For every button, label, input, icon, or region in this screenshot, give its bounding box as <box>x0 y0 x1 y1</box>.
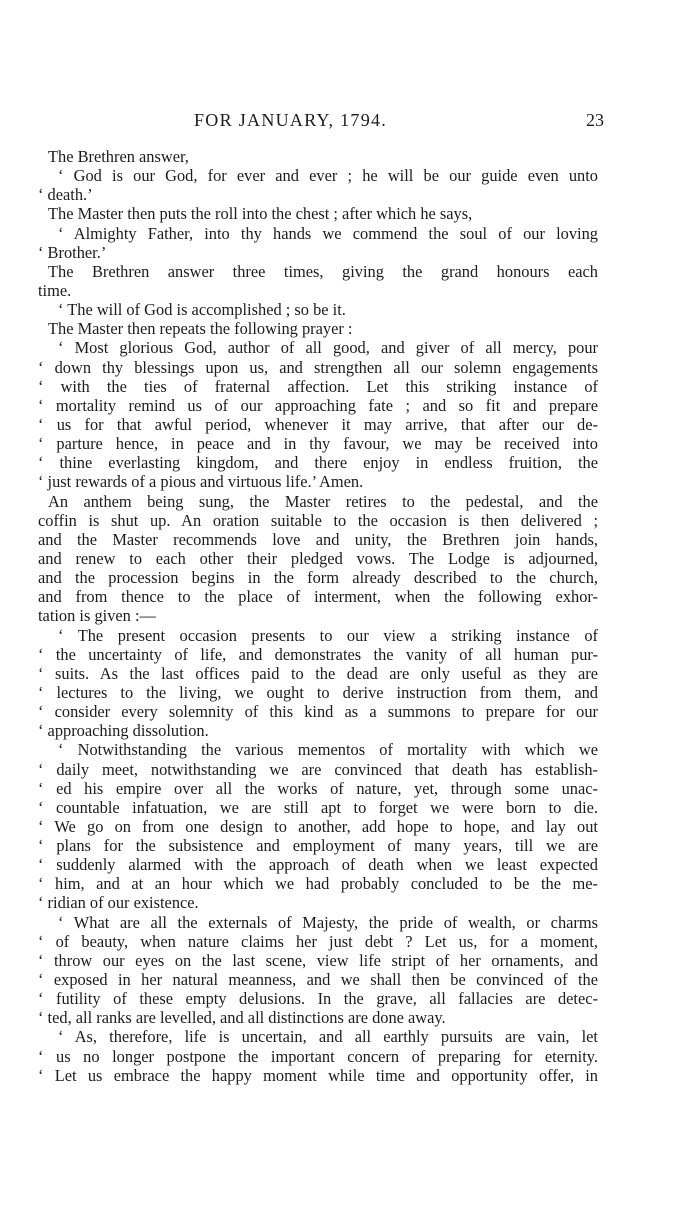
text-line: The Master then repeats the following prayer : <box>48 319 353 339</box>
text-line: ‘ with the ties of fraternal affection. Let this striking instance of <box>38 376 598 396</box>
text-line: tation is given :— <box>38 606 156 626</box>
text-line: ‘ Most glorious God, author of all good, and giver of all mercy, pour <box>58 338 598 358</box>
text-line: ‘ Let us embrace the happy moment while time and opportunity offer, in <box>38 1065 598 1085</box>
text-line: ‘ suddenly alarmed with the approach of death when we least expected <box>38 855 598 875</box>
text-line: and the Master recommends love and unity, the Brethren join hands, <box>38 529 598 549</box>
text-line: ‘ We go on from one design to another, add hope to hope, and lay out <box>38 816 598 836</box>
text-line: ‘ approaching dissolution. <box>38 721 209 741</box>
text-line: ‘ of beauty, when nature claims her just debt ? Let us, for a moment, <box>38 931 598 951</box>
text-line: ‘ suits. As the last offices paid to the dead are only useful as they are <box>38 663 598 683</box>
text-line: ‘ consider every solemnity of this kind as a summons to prepare for our <box>38 702 598 722</box>
page-number: 23 <box>586 110 604 130</box>
text-line: and the procession begins in the form already described to the church, <box>38 568 598 588</box>
text-line: ‘ ed his empire over all the works of nature, yet, through some unac- <box>38 778 598 798</box>
text-line: ‘ us no longer postpone the important concern of preparing for eternity. <box>38 1046 598 1066</box>
running-head <box>38 110 604 134</box>
text-line: ‘ countable infatuation, we are still apt to forget we were born to die. <box>38 797 598 817</box>
text-line: ‘ lectures to the living, we ought to derive instruction from them, and <box>38 682 598 702</box>
text-line: ‘ thine everlasting kingdom, and there enjoy in endless fruition, the <box>38 453 598 473</box>
text-line: ‘ him, and at an hour which we had probably concluded to be the me- <box>38 874 598 894</box>
text-line: ‘ us for that awful period, whenever it may arrive, that after our de- <box>38 414 598 434</box>
text-line: ‘ The present occasion presents to our view a striking instance of <box>58 625 598 645</box>
text-line: ‘ throw our eyes on the last scene, view life stript of her ornaments, and <box>38 950 598 970</box>
text-line: ‘ daily meet, notwithstanding we are convinced that death has establish- <box>38 759 598 779</box>
text-line: The Brethren answer three times, giving the grand honours each <box>48 261 598 281</box>
text-line: ‘ Almighty Father, into thy hands we commend the soul of our loving <box>58 223 598 243</box>
text-line: and from thence to the place of interment, when the following exhor- <box>38 587 598 607</box>
text-line: ‘ down thy blessings upon us, and strengthen all our solemn engagements <box>38 357 598 377</box>
text-line: ‘ God is our God, for ever and ever ; he will be our guide even unto <box>58 166 598 186</box>
text-line: ‘ mortality remind us of our approaching fate ; and so fit and prepare <box>38 395 598 415</box>
text-line: ‘ Notwithstanding the various mementos of mortality with which we <box>58 740 598 760</box>
text-line: ‘ plans for the subsistence and employment of many years, till we are <box>38 836 598 856</box>
text-line: An anthem being sung, the Master retires to the pedestal, and the <box>48 491 598 511</box>
text-line: ‘ What are all the externals of Majesty, the pride of wealth, or charms <box>58 912 598 932</box>
text-line: and renew to each other their pledged vows. The Lodge is adjourned, <box>38 548 598 568</box>
body-text <box>38 147 598 1085</box>
text-line: ‘ futility of these empty delusions. In the grave, all fallacies are detec- <box>38 989 598 1009</box>
text-line: ‘ ted, all ranks are levelled, and all distinctions are done away. <box>38 1008 446 1028</box>
running-title: FOR JANUARY, 1794. <box>194 110 388 130</box>
text-line: coffin is shut up. An oration suitable to the occasion is then delivered ; <box>38 510 598 530</box>
text-line: ‘ As, therefore, life is uncertain, and all earthly pursuits are vain, let <box>58 1027 598 1047</box>
text-line: time. <box>38 280 72 300</box>
text-line: ‘ parture hence, in peace and in thy favour, we may be received into <box>38 434 598 454</box>
text-line: The Master then puts the roll into the chest ; after which he says, <box>48 204 473 224</box>
text-line: ‘ exposed in her natural meanness, and we shall then be convinced of the <box>38 970 598 990</box>
text-line: ‘ The will of God is accomplished ; so be it. <box>58 300 346 320</box>
text-line: ‘ ridian of our existence. <box>38 893 199 913</box>
text-line: ‘ the uncertainty of life, and demonstrates the vanity of all human pur- <box>38 644 598 664</box>
text-line: ‘ Brother.’ <box>38 242 107 262</box>
text-line: ‘ death.’ <box>38 185 93 205</box>
text-line: ‘ just rewards of a pious and virtuous life.’ Amen. <box>38 472 364 492</box>
text-line: The Brethren answer, <box>48 147 189 166</box>
